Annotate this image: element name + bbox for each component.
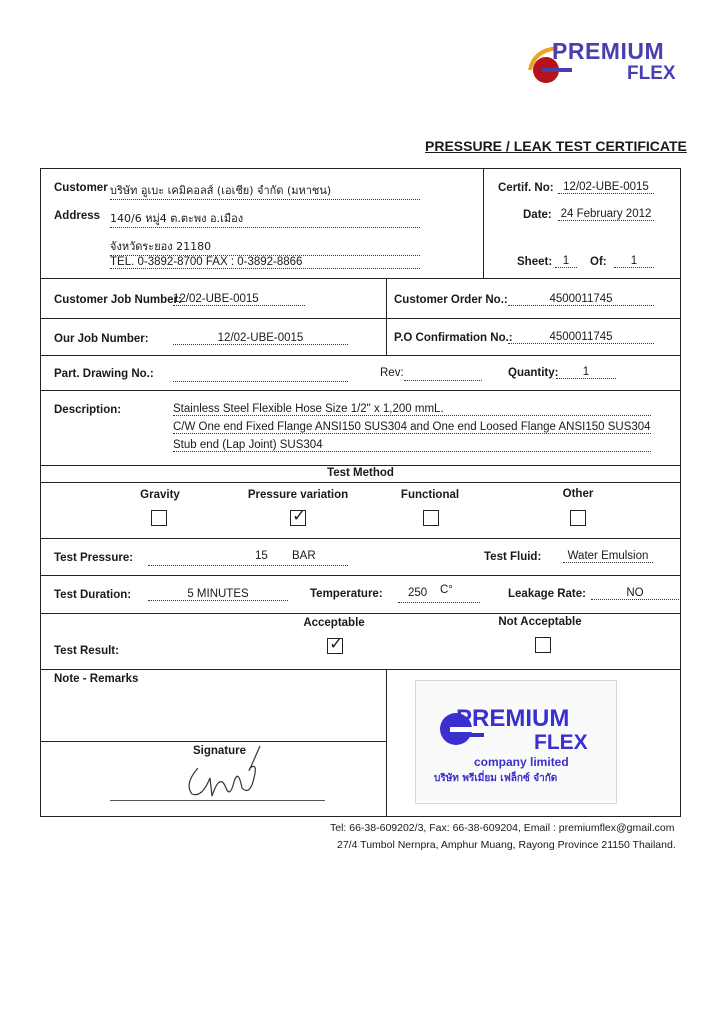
temperature-label: Temperature: bbox=[310, 588, 383, 600]
signature-label: Signature bbox=[193, 745, 247, 757]
company-logo bbox=[528, 38, 680, 90]
test-result-label: Test Result: bbox=[54, 645, 119, 657]
logo-text-flex: FLEX bbox=[627, 63, 676, 84]
our-job-label: Our Job Number: bbox=[54, 333, 149, 345]
description-line-1: Stainless Steel Flexible Hose Size 1/2" x 1,200 mmL. bbox=[173, 403, 651, 416]
method-other-checkbox[interactable] bbox=[570, 510, 586, 526]
signature-scribble bbox=[180, 738, 270, 800]
test-duration-value: 5 MINUTES bbox=[148, 588, 288, 601]
customer-job-label: Customer Job Number: bbox=[54, 294, 182, 306]
po-confirmation-label: P.O Confirmation No.: bbox=[394, 332, 513, 344]
rev-label: Rev: bbox=[380, 367, 404, 379]
test-duration-label: Test Duration: bbox=[54, 589, 132, 601]
leakage-rate-label: Leakage Rate: bbox=[508, 588, 586, 600]
stamp-text-thai: บริษัท พรีเมี่ยม เฟล็กซ์ จำกัด bbox=[434, 773, 558, 784]
address-line-1: 140/6 หมู่4 ต.ตะพง อ.เมือง bbox=[110, 209, 420, 228]
description-line-3: Stub end (Lap Joint) SUS304 bbox=[173, 439, 651, 452]
test-method-header: Test Method bbox=[327, 467, 394, 479]
customer-order-value: 4500011745 bbox=[508, 293, 654, 306]
temperature-value: 250 bbox=[408, 587, 428, 599]
test-pressure-line bbox=[148, 551, 348, 566]
footer-address: 27/4 Tumbol Nernpra, Amphur Muang, Rayong Province 21150 Thailand. bbox=[337, 839, 676, 851]
part-drawing-label: Part. Drawing No.: bbox=[54, 368, 154, 380]
sheet-label: Sheet: bbox=[517, 256, 553, 268]
po-confirmation-value: 4500011745 bbox=[508, 331, 654, 344]
date-value: 24 February 2012 bbox=[558, 208, 654, 221]
method-functional-checkbox[interactable] bbox=[423, 510, 439, 526]
description-line-2: C/W One end Fixed Flange ANSI150 SUS304 and One end Loosed Flange ANSI150 SUS304 bbox=[173, 421, 651, 433]
company-stamp bbox=[415, 680, 617, 804]
of-label: Of: bbox=[590, 256, 607, 268]
logo-text-premium: PREMIUM bbox=[552, 38, 665, 64]
method-functional-label: Functional bbox=[400, 489, 460, 501]
test-pressure-label: Test Pressure: bbox=[54, 552, 134, 564]
address-line-3: TEL. 0-3892-8700 FAX : 0-3892-8866 bbox=[110, 256, 420, 269]
temperature-unit: C° bbox=[440, 584, 453, 596]
test-pressure-value: 15 bbox=[255, 550, 268, 562]
date-label: Date: bbox=[523, 209, 552, 221]
quantity-value: 1 bbox=[556, 366, 616, 379]
acceptable-label: Acceptable bbox=[303, 617, 365, 629]
method-other-label: Other bbox=[562, 488, 594, 500]
customer-label: Customer bbox=[54, 182, 108, 194]
part-drawing-value bbox=[173, 367, 348, 382]
acceptable-checkbox[interactable]: ✓ bbox=[327, 638, 343, 654]
method-gravity-checkbox[interactable] bbox=[151, 510, 167, 526]
note-remarks-label: Note - Remarks bbox=[54, 673, 139, 685]
method-gravity-label: Gravity bbox=[140, 489, 180, 501]
customer-job-value: 12/02-UBE-0015 bbox=[173, 293, 305, 306]
rev-value bbox=[404, 366, 482, 381]
stamp-text-flex: FLEX bbox=[534, 731, 588, 754]
customer-name: บริษัท อูเบะ เคมิคอลส์ (เอเชีย) จำกัด (มหาชน) bbox=[110, 181, 420, 200]
address-line-2: จังหวัดระยอง 21180 bbox=[110, 237, 420, 256]
quantity-label: Quantity: bbox=[508, 367, 559, 379]
method-pressure-variation-label: Pressure variation bbox=[247, 489, 349, 501]
our-job-value: 12/02-UBE-0015 bbox=[173, 332, 348, 345]
address-label: Address bbox=[54, 210, 101, 222]
customer-order-label: Customer Order No.: bbox=[394, 294, 508, 306]
stamp-text-premium: PREMIUM bbox=[456, 705, 570, 732]
of-value: 1 bbox=[614, 255, 654, 268]
test-fluid-value: Water Emulsion bbox=[563, 550, 653, 563]
leakage-rate-value: NO bbox=[591, 587, 679, 600]
test-pressure-unit: BAR bbox=[292, 550, 316, 562]
stamp-text-company: company limited bbox=[474, 755, 569, 769]
certif-no-label: Certif. No: bbox=[498, 182, 554, 194]
not-acceptable-label: Not Acceptable bbox=[498, 616, 582, 628]
test-fluid-label: Test Fluid: bbox=[484, 551, 542, 563]
not-acceptable-checkbox[interactable] bbox=[535, 637, 551, 653]
signature-line bbox=[110, 800, 325, 801]
footer-contact: Tel: 66-38-609202/3, Fax: 66-38-609204, Email : premiumflex@gmail.com bbox=[330, 822, 675, 834]
description-label: Description: bbox=[54, 404, 122, 416]
method-pressure-variation-checkbox[interactable]: ✓ bbox=[290, 510, 306, 526]
document-title: PRESSURE / LEAK TEST CERTIFICATE bbox=[425, 138, 687, 154]
sheet-value: 1 bbox=[555, 255, 577, 268]
certif-no-value: 12/02-UBE-0015 bbox=[558, 181, 654, 194]
